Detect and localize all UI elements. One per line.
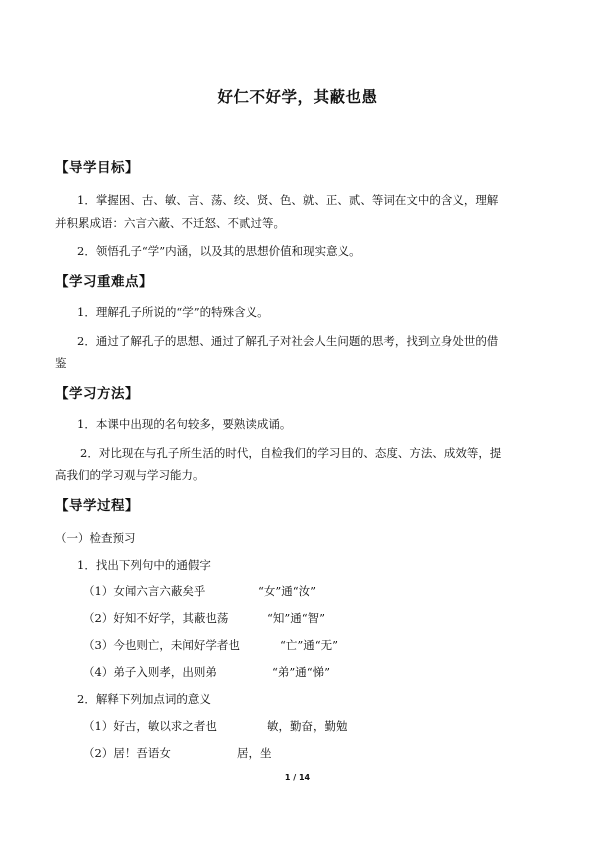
tongjia-answer-2: “知”通“智”: [267, 611, 326, 625]
tongjia-sentence-4: （4）弟子入则孝，出则弟: [83, 665, 217, 679]
process-item-1: 1．找出下列句中的通假字: [77, 558, 211, 572]
methods-paragraph-2-line-2: 高我们的学习观与学习能力。: [55, 468, 205, 482]
tongjia-sentence-1: （1）女闻六言六蔽矣乎: [83, 584, 206, 598]
section-heading-keypoints: 【学习重难点】: [55, 274, 153, 290]
process-item-2: 2．解释下列加点词的意义: [77, 692, 211, 706]
jieshi-answer-2: 居，坐: [237, 746, 272, 760]
page-number: 1 / 14: [284, 773, 311, 782]
goals-paragraph-1-line-2: 并积累成语：六言六蔽、不迁怒、不贰过等。: [55, 216, 285, 230]
keypoints-paragraph-2-line-2: 鉴: [55, 356, 67, 370]
jieshi-answer-1: 敏，勤奋，勤勉: [267, 719, 348, 733]
keypoints-paragraph-2-line-1: 2．通过了解孔子的思想、通过了解孔子对社会人生问题的思考，找到立身处世的借: [77, 334, 499, 348]
tongjia-sentence-3: （3）今也则亡，未闻好学者也: [83, 638, 240, 652]
document-title: 好仁不好学，其蔽也愚: [217, 88, 378, 106]
keypoints-paragraph-1: 1．理解孔子所说的“学”的特殊含义。: [77, 305, 269, 319]
tongjia-answer-1: “女”通“汝”: [258, 584, 317, 598]
methods-paragraph-1: 1．本课中出现的名句较多，要熟读成诵。: [77, 417, 292, 431]
section-heading-goals: 【导学目标】: [55, 160, 139, 176]
tongjia-answer-3: “亡”通“无”: [280, 638, 339, 652]
jieshi-sentence-1: （1）好古，敏以求之者也: [83, 719, 217, 733]
tongjia-sentence-2: （2）好知不好学，其蔽也荡: [83, 611, 229, 625]
tongjia-answer-4: “弟”通“悌”: [272, 665, 331, 679]
section-heading-methods: 【学习方法】: [55, 386, 139, 402]
methods-paragraph-2-line-1: 2．对比现在与孔子所生活的时代，自检我们的学习目的、态度、方法、成效等，提: [80, 446, 502, 460]
goals-paragraph-2: 2．领悟孔子“学”内涵，以及其的思想价值和现实意义。: [77, 244, 361, 258]
jieshi-sentence-2: （2）居！吾语女: [83, 746, 171, 760]
section-heading-process: 【导学过程】: [55, 498, 139, 514]
process-subheading-preview: （一）检查预习: [55, 531, 136, 545]
goals-paragraph-1-line-1: 1．掌握困、古、敏、言、荡、绞、贤、色、就、正、贰、等词在文中的含义，理解: [77, 193, 499, 207]
